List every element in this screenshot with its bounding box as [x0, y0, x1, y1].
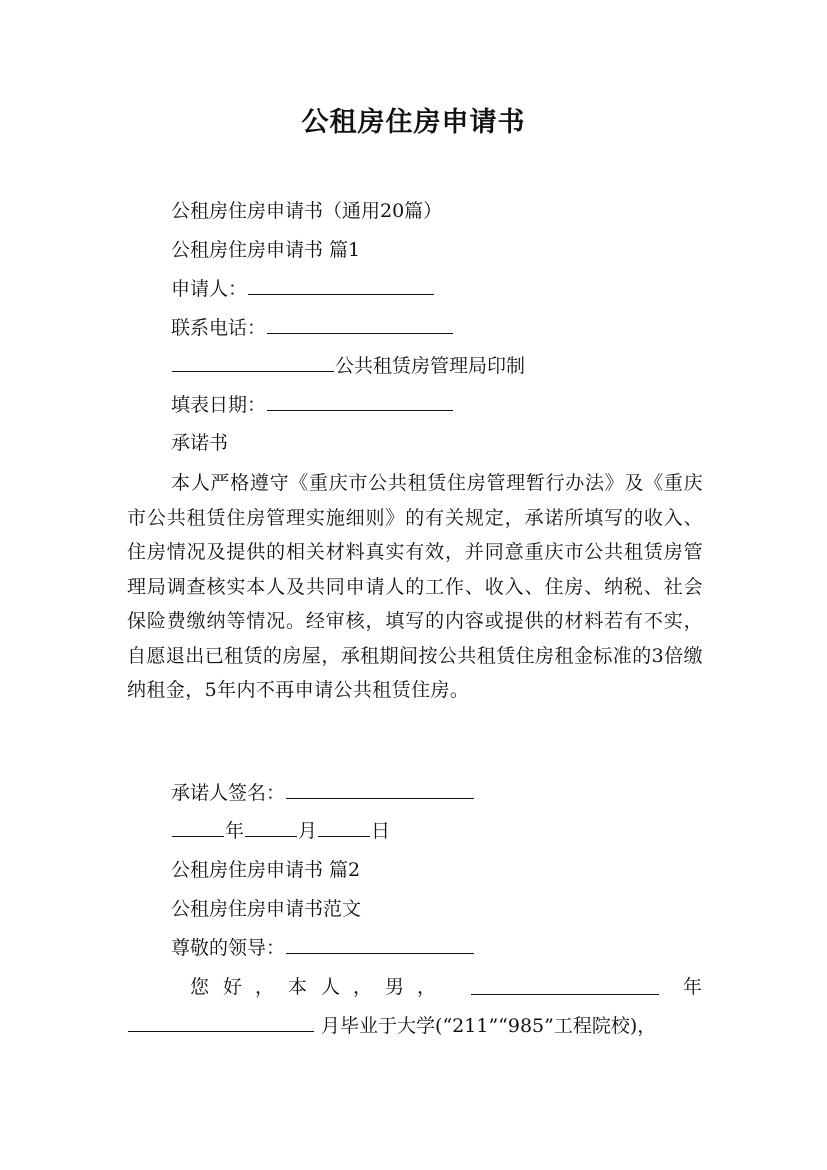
- authority-blank[interactable]: [172, 353, 334, 372]
- graduation-text: 月毕业于大学(“211”“985”工程院校)，: [321, 1015, 657, 1037]
- year-blank[interactable]: [172, 818, 224, 837]
- printed-by-label: 公共租赁房管理局印制: [335, 355, 526, 377]
- greeting-comma-1: ，: [255, 976, 275, 998]
- applicant-blank[interactable]: [248, 276, 434, 295]
- pledge-paragraph: 本人严格遵守《重庆市公共租赁住房管理暂行办法》及《重庆市公共租赁住房管理实施细则》的有关规定，承诺所填写的收入、住房情况及提供的相关材料真实有效，并同意重庆市公共租赁房管理局调查核实本人及共同申请人的工作、收入、住房、纳税、社会保险费缴纳等情况。经审核，填写的内容或提供的材料若有不实，自愿退出已租赁的房屋，承租期间按公共租赁住房租金标准的3倍缴纳租金，5年内不再申请公共租赁住房。: [127, 472, 703, 701]
- grad-year-blank[interactable]: [471, 976, 659, 995]
- pledge-heading: 承诺书: [171, 432, 229, 454]
- part2-heading: 公租房住房申请书 篇2: [171, 859, 361, 881]
- greeting-word-2: 好: [223, 976, 243, 998]
- signer-label: 承诺人签名：: [171, 782, 286, 804]
- respected-leader-label: 尊敬的领导：: [171, 937, 286, 959]
- sample-heading: 公租房住房申请书范文: [171, 898, 362, 920]
- applicant-label: 申请人：: [171, 278, 248, 300]
- greeting-word-3: 本: [288, 976, 308, 998]
- document-title: 公租房住房申请书: [301, 107, 526, 138]
- day-blank[interactable]: [318, 818, 370, 837]
- applicant-row: [171, 276, 435, 302]
- gender-value: 男: [385, 976, 405, 998]
- respected-leader-row: [171, 935, 475, 961]
- subtitle: 公租房住房申请书（通用20篇）: [171, 200, 443, 222]
- grad-month-blank[interactable]: [128, 1013, 314, 1032]
- fill-date-label: 填表日期：: [171, 394, 267, 416]
- printed-by-row: [171, 353, 525, 379]
- part1-heading: 公租房住房申请书 篇1: [171, 239, 361, 261]
- fill-date-blank[interactable]: [267, 392, 453, 411]
- graduation-row: [127, 1013, 656, 1039]
- phone-label: 联系电话：: [171, 317, 267, 339]
- signer-row: [171, 780, 475, 806]
- phone-row: [171, 315, 454, 341]
- leader-blank[interactable]: [286, 935, 474, 954]
- phone-blank[interactable]: [267, 315, 453, 334]
- day-label: 日: [371, 820, 391, 842]
- greeting-comma-2: ，: [353, 976, 373, 998]
- greeting-word-4: 人: [321, 976, 341, 998]
- year-label: 年: [225, 820, 245, 842]
- sign-date-row: [171, 818, 390, 844]
- greeting-word-1: 您: [190, 976, 210, 998]
- month-label: 月: [298, 820, 318, 842]
- month-blank[interactable]: [245, 818, 297, 837]
- fill-date-row: [171, 392, 454, 418]
- greeting-comma-3: ，: [417, 976, 437, 998]
- signer-blank[interactable]: [286, 780, 474, 799]
- grad-year-label: 年: [683, 976, 703, 998]
